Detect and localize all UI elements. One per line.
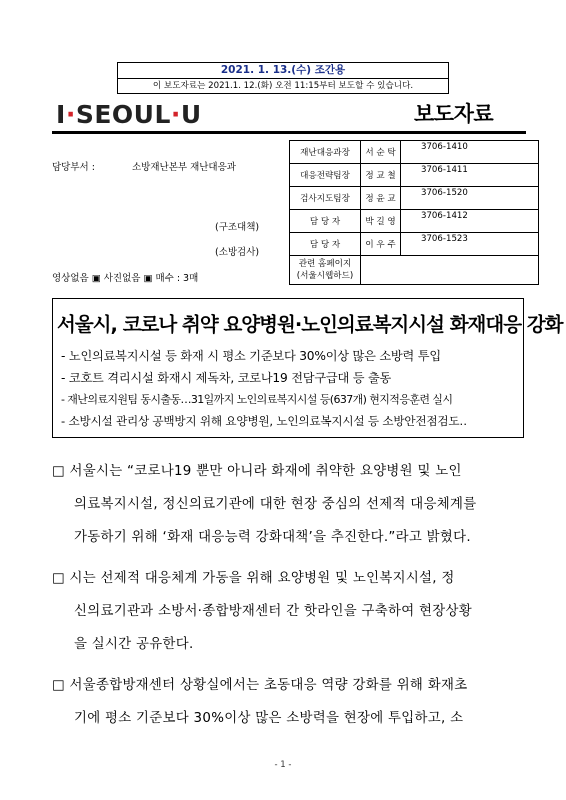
contact-phone: 3706-1523	[401, 233, 539, 256]
table-row	[290, 233, 539, 256]
paragraph-line: 을 실시간 공유한다.	[74, 637, 194, 652]
rescue-label: (구조대책)	[215, 222, 260, 233]
contact-phone: 3706-1410	[401, 141, 539, 164]
paragraph-line: 가동하기 위해 ‘화재 대응능력 강화대책’을 추진한다.”라고 밝혔다.	[74, 530, 471, 545]
table-row	[290, 141, 539, 164]
paragraph-line: 기에 평소 기준보다 30%이상 많은 소방력을 현장에 투입하고, 소	[74, 711, 464, 726]
contact-role: 담 당 자	[290, 233, 361, 256]
embargo-date: 2021. 1. 13.(수) 조간용	[118, 63, 448, 79]
homepage-label-line2: (서울시웹하드)	[296, 271, 354, 281]
paragraph-line: 의료복지시설, 정신의료기관에 대한 현장 중심의 선제적 대응체계를	[74, 497, 477, 512]
contact-name: 서 순 탁	[361, 141, 401, 164]
contact-name: 이 우 주	[361, 233, 401, 256]
body-paragraph-3	[52, 669, 530, 735]
contact-role: 담 당 자	[290, 210, 361, 233]
contact-name: 박 길 영	[361, 210, 401, 233]
contact-table	[289, 140, 539, 285]
headline-box	[52, 298, 563, 438]
homepage-label	[290, 256, 361, 285]
body-paragraph-2	[52, 562, 530, 661]
contact-phone: 3706-1520	[401, 187, 539, 210]
headline-bullet: - 코호트 격리시설 화재시 제독차, 코로나19 전담구급대 등 출동	[61, 371, 392, 385]
contact-name: 정 윤 교	[361, 187, 401, 210]
contact-role: 재난대응과장	[290, 141, 361, 164]
embargo-box	[117, 62, 449, 94]
table-row	[290, 256, 539, 285]
inspection-label: (소방검사)	[215, 247, 260, 258]
table-row	[290, 210, 539, 233]
paragraph-line: □ 서울종합방재센터 상황실에서는 초동대응 역량 강화를 위해 화재초	[52, 678, 468, 693]
homepage-value[interactable]	[361, 256, 539, 285]
contact-role: 대응전략팀장	[290, 164, 361, 187]
paragraph-line: □ 시는 선제적 대응체계 가동을 위해 요양병원 및 노인복지시설, 정	[52, 571, 455, 586]
contact-role: 검사지도팀장	[290, 187, 361, 210]
contact-phone: 3706-1412	[401, 210, 539, 233]
headline-bullet: - 노인의료복지시설 등 화재 시 평소 기준보다 30%이상 많은 소방력 투입	[61, 349, 441, 363]
paragraph-line: □ 서울시는 “코로나19 뿐만 아니라 화재에 취약한 요양병원 및 노인	[52, 464, 462, 479]
page-number: - 1 -	[274, 760, 292, 770]
dept-value: 소방재난본부 재난대응과	[132, 162, 236, 173]
header-rule	[52, 131, 526, 134]
headline-bullet: - 재난의료지원팀 동시출동…31일까지 노인의료복지시설 등(637개) 현지적응훈련 실시	[61, 393, 453, 406]
headline-title: 서울시, 코로나 취약 요양병원·노인의료복지시설 화재대응 강화	[57, 313, 563, 336]
contact-name: 정 교 철	[361, 164, 401, 187]
contact-phone: 3706-1411	[401, 164, 539, 187]
body-paragraph-1	[52, 455, 530, 554]
seoul-logo	[56, 100, 202, 129]
logo-text: I·SEOUL·U	[56, 100, 202, 129]
headline-bullet: - 소방시설 관리상 공백방지 위해 요양병원, 노인의료복지시설 등 소방안전점검도‥	[61, 414, 467, 428]
doc-type-title: 보도자료	[414, 102, 494, 126]
table-row	[290, 164, 539, 187]
paragraph-line: 신의료기관과 소방서·종합방재센터 간 핫라인을 구축하여 현장상황	[74, 604, 472, 619]
dept-label: 담당부서 :	[52, 162, 95, 173]
homepage-label-line1: 관련 홈페이지	[298, 259, 352, 269]
attachments-info: 영상없음 ▣ 사진없음 ▣ 매수 : 3매	[52, 273, 199, 284]
embargo-notice: 이 보도자료는 2021.1. 12.(화) 오전 11:15부터 보도할 수 있습니다.	[152, 81, 414, 91]
table-row	[290, 187, 539, 210]
